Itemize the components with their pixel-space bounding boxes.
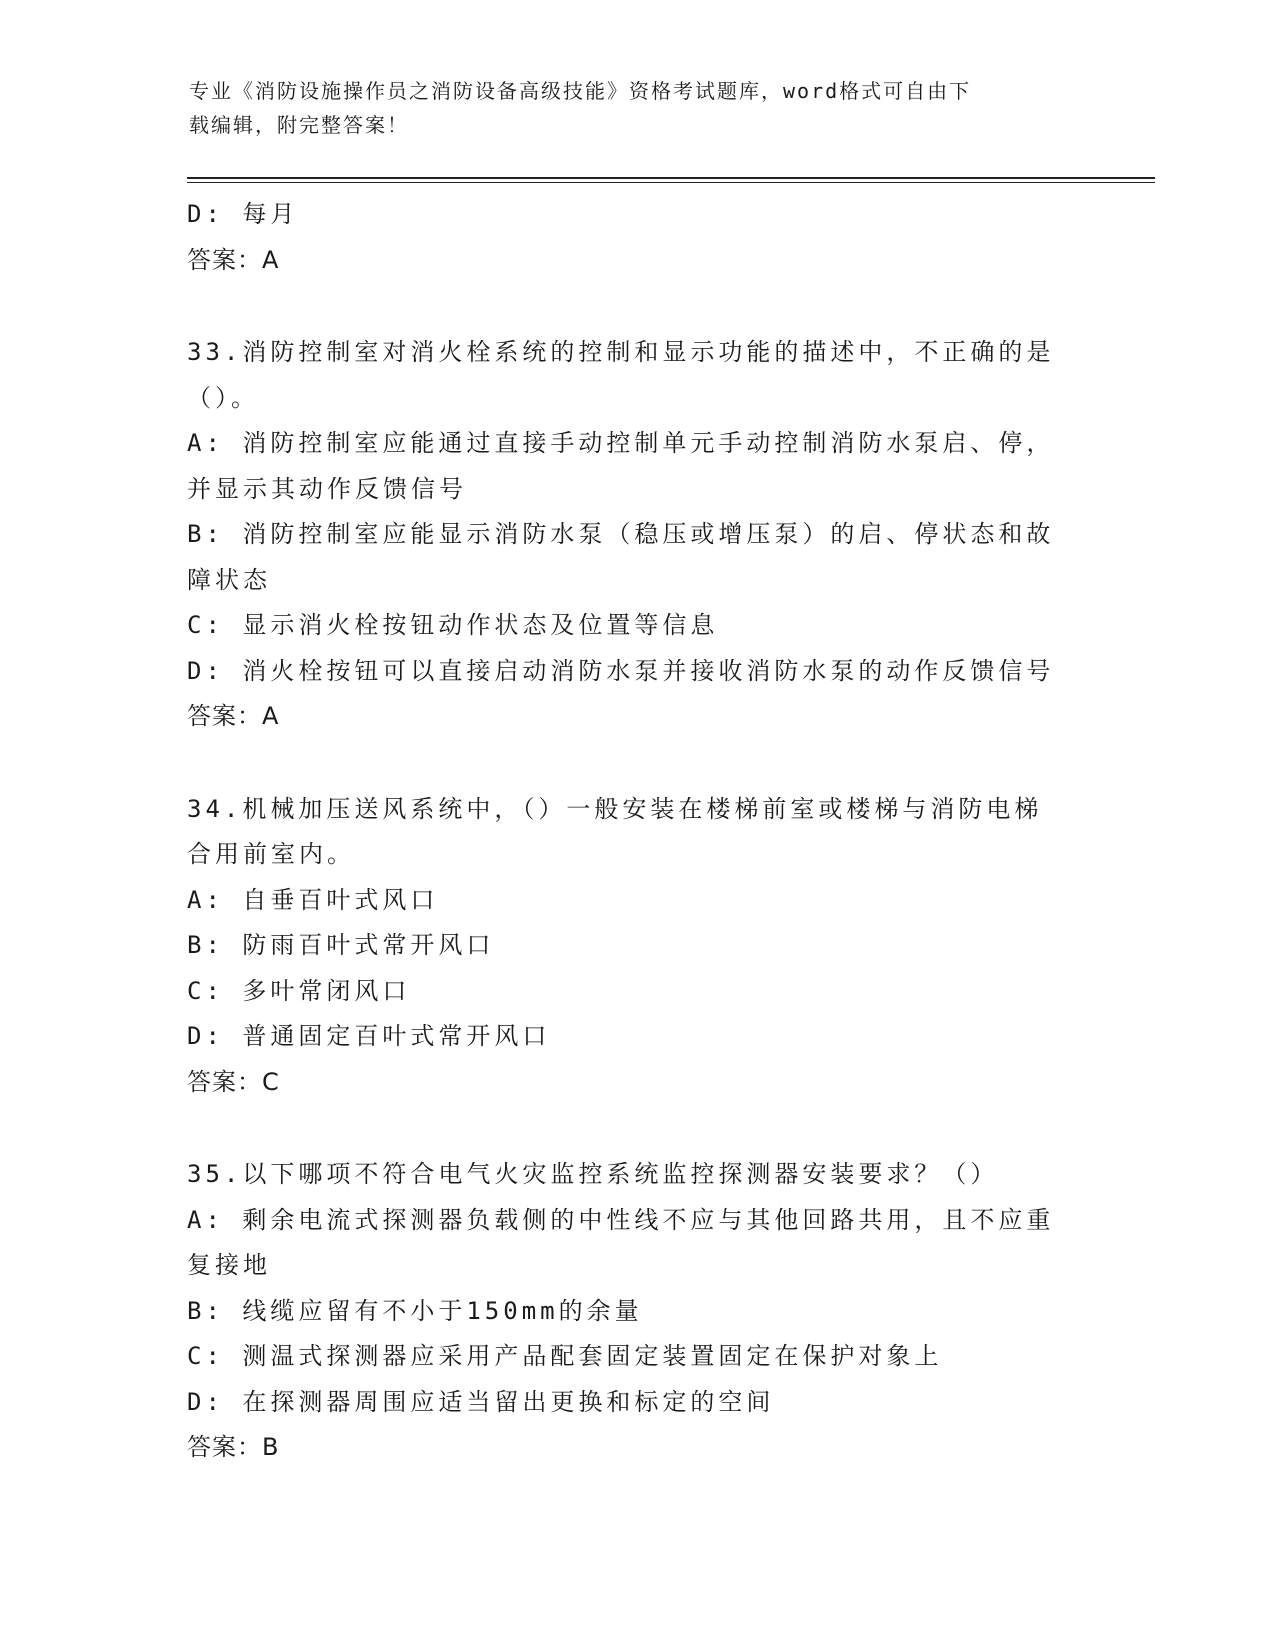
question-35	[187, 1152, 1107, 1471]
option-c: C: 多叶常闭风口	[187, 976, 411, 1005]
header-line-1: 专业《消防设施操作员之消防设备高级技能》资格考试题库，word格式可自由下	[189, 79, 972, 103]
question-stem: （）。	[187, 383, 259, 412]
option-a: A: 自垂百叶式风口	[187, 885, 439, 914]
option-a-cont: 并显示其动作反馈信号	[187, 474, 467, 503]
question-stem: 33.消防控制室对消火栓系统的控制和显示功能的描述中，不正确的是	[187, 338, 1055, 366]
answer: 答案：C	[187, 1067, 280, 1096]
question-stem: 35.以下哪项不符合电气火灾监控系统监控探测器安装要求？（）	[187, 1160, 999, 1188]
option-b: B: 防雨百叶式常开风口	[187, 931, 495, 959]
answer: 答案：A	[187, 702, 280, 730]
header-divider-thin	[187, 182, 1155, 183]
header-divider-thick	[187, 177, 1155, 179]
option-c: C: 显示消火栓按钮动作状态及位置等信息	[187, 611, 719, 639]
option-d: D: 在探测器周围应适当留出更换和标定的空间	[187, 1387, 775, 1416]
option-a-cont: 复接地	[187, 1251, 271, 1279]
prev-option-d: D: 每月	[187, 200, 299, 228]
option-a: A: 剩余电流式探测器负载侧的中性线不应与其他回路共用，且不应重	[187, 1205, 1055, 1234]
header-line-2: 载编辑，附完整答案！	[189, 113, 409, 137]
option-d: D: 消火栓按钮可以直接启动消防水泵并接收消防水泵的动作反馈信号	[187, 656, 1055, 685]
spacer	[187, 740, 1107, 787]
question-stem: 合用前室内。	[187, 840, 355, 868]
answer: 答案：B	[187, 1433, 280, 1461]
question-list	[187, 192, 1107, 1471]
option-b: B: 线缆应留有不小于150mm的余量	[187, 1296, 643, 1325]
option-a: A: 消防控制室应能通过直接手动控制单元手动控制消防水泵启、停，	[187, 429, 1055, 457]
question-34	[187, 787, 1107, 1106]
option-d: D: 普通固定百叶式常开风口	[187, 1022, 551, 1050]
question-33	[187, 330, 1107, 740]
document-header	[189, 74, 1089, 142]
spacer	[187, 1105, 1107, 1152]
option-b: B: 消防控制室应能显示消防水泵（稳压或增压泵）的启、停状态和故	[187, 520, 1055, 548]
option-b-cont: 障状态	[187, 565, 271, 594]
prev-answer: 答案：A	[187, 245, 280, 274]
question-stem: 34.机械加压送风系统中，（）一般安装在楼梯前室或楼梯与消防电梯	[187, 794, 1043, 823]
spacer	[187, 283, 1107, 330]
option-c: C: 测温式探测器应采用产品配套固定装置固定在保护对象上	[187, 1342, 943, 1370]
